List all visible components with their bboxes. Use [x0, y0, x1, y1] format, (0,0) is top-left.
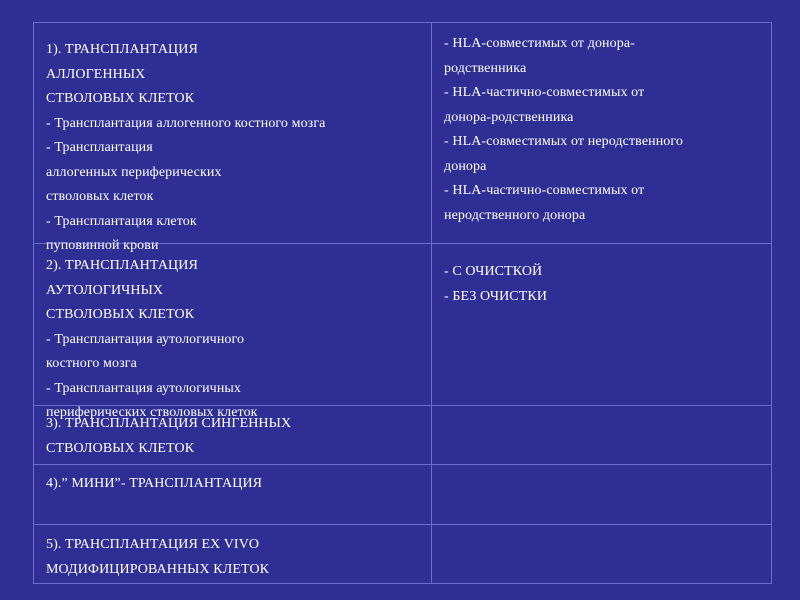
cell-line: 3). ТРАНСПЛАНТАЦИЯ СИНГЕННЫХ: [46, 416, 292, 431]
cell-line: периферических стволовых клеток: [46, 405, 258, 420]
table-column-divider: [431, 22, 432, 584]
cell-line: донора-родственника: [444, 109, 574, 125]
cell-line: 4).” МИНИ”- ТРАНСПЛАНТАЦИЯ: [46, 476, 263, 491]
cell-line: аллогенных периферических: [46, 164, 222, 180]
table-border-top: [33, 22, 772, 23]
table-border-bottom: [33, 583, 772, 584]
row-divider: [33, 464, 772, 465]
cell-line: 2). ТРАНСПЛАНТАЦИЯ: [46, 258, 198, 273]
cell-line: донора: [444, 158, 487, 174]
cell-line: СТВОЛОВЫХ КЛЕТОК: [46, 307, 195, 322]
cell-line: - БЕЗ ОЧИСТКИ: [444, 288, 548, 304]
cell-line: стволовых клеток: [46, 189, 154, 204]
cell-line: неродственного донора: [444, 207, 586, 223]
cell-line: - HLA-частично-совместимых от: [444, 183, 645, 198]
row-1-right-cell: [444, 32, 683, 228]
cell-line: МОДИФИЦИРОВАННЫХ КЛЕТОК: [46, 561, 270, 577]
cell-line: - HLA-совместимых от донора-: [444, 36, 635, 51]
table-border-right: [771, 22, 772, 584]
cell-line: 1). ТРАНСПЛАНТАЦИЯ: [46, 42, 198, 57]
cell-line: - Трансплантация аутологичных: [46, 380, 242, 396]
cell-line: - Трансплантация: [46, 140, 153, 155]
cell-line: 5). ТРАНСПЛАНТАЦИЯ EX VIVO: [46, 537, 260, 552]
cell-line: костного мозга: [46, 356, 137, 371]
row-divider: [33, 524, 772, 525]
cell-line: СТВОЛОВЫХ КЛЕТОК: [46, 440, 195, 456]
cell-line: - Трансплантация аутологичного: [46, 331, 245, 347]
row-2-left-cell: [46, 254, 258, 426]
cell-line: СТВОЛОВЫХ КЛЕТОК: [46, 91, 195, 106]
row-3-left-cell: [46, 412, 291, 461]
cell-line: - HLA-частично-совместимых от: [444, 85, 645, 100]
cell-line: - Трансплантация аллогенного костного мозга: [46, 115, 326, 131]
row-5-left-cell: [46, 533, 269, 582]
cell-line: - HLA-совместимых от неродственного: [444, 134, 684, 149]
cell-line: родственника: [444, 60, 527, 76]
row-4-left-cell: [46, 472, 262, 497]
cell-line: - Трансплантация клеток: [46, 213, 197, 229]
cell-line: пуповинной крови: [46, 238, 159, 253]
table-border-left: [33, 22, 34, 584]
row-2-right-cell: [444, 260, 547, 309]
cell-line: АЛЛОГЕННЫХ: [46, 66, 146, 82]
cell-line: АУТОЛОГИЧНЫХ: [46, 282, 164, 298]
cell-line: - С ОЧИСТКОЙ: [444, 264, 543, 279]
row-1-left-cell: [46, 38, 325, 259]
